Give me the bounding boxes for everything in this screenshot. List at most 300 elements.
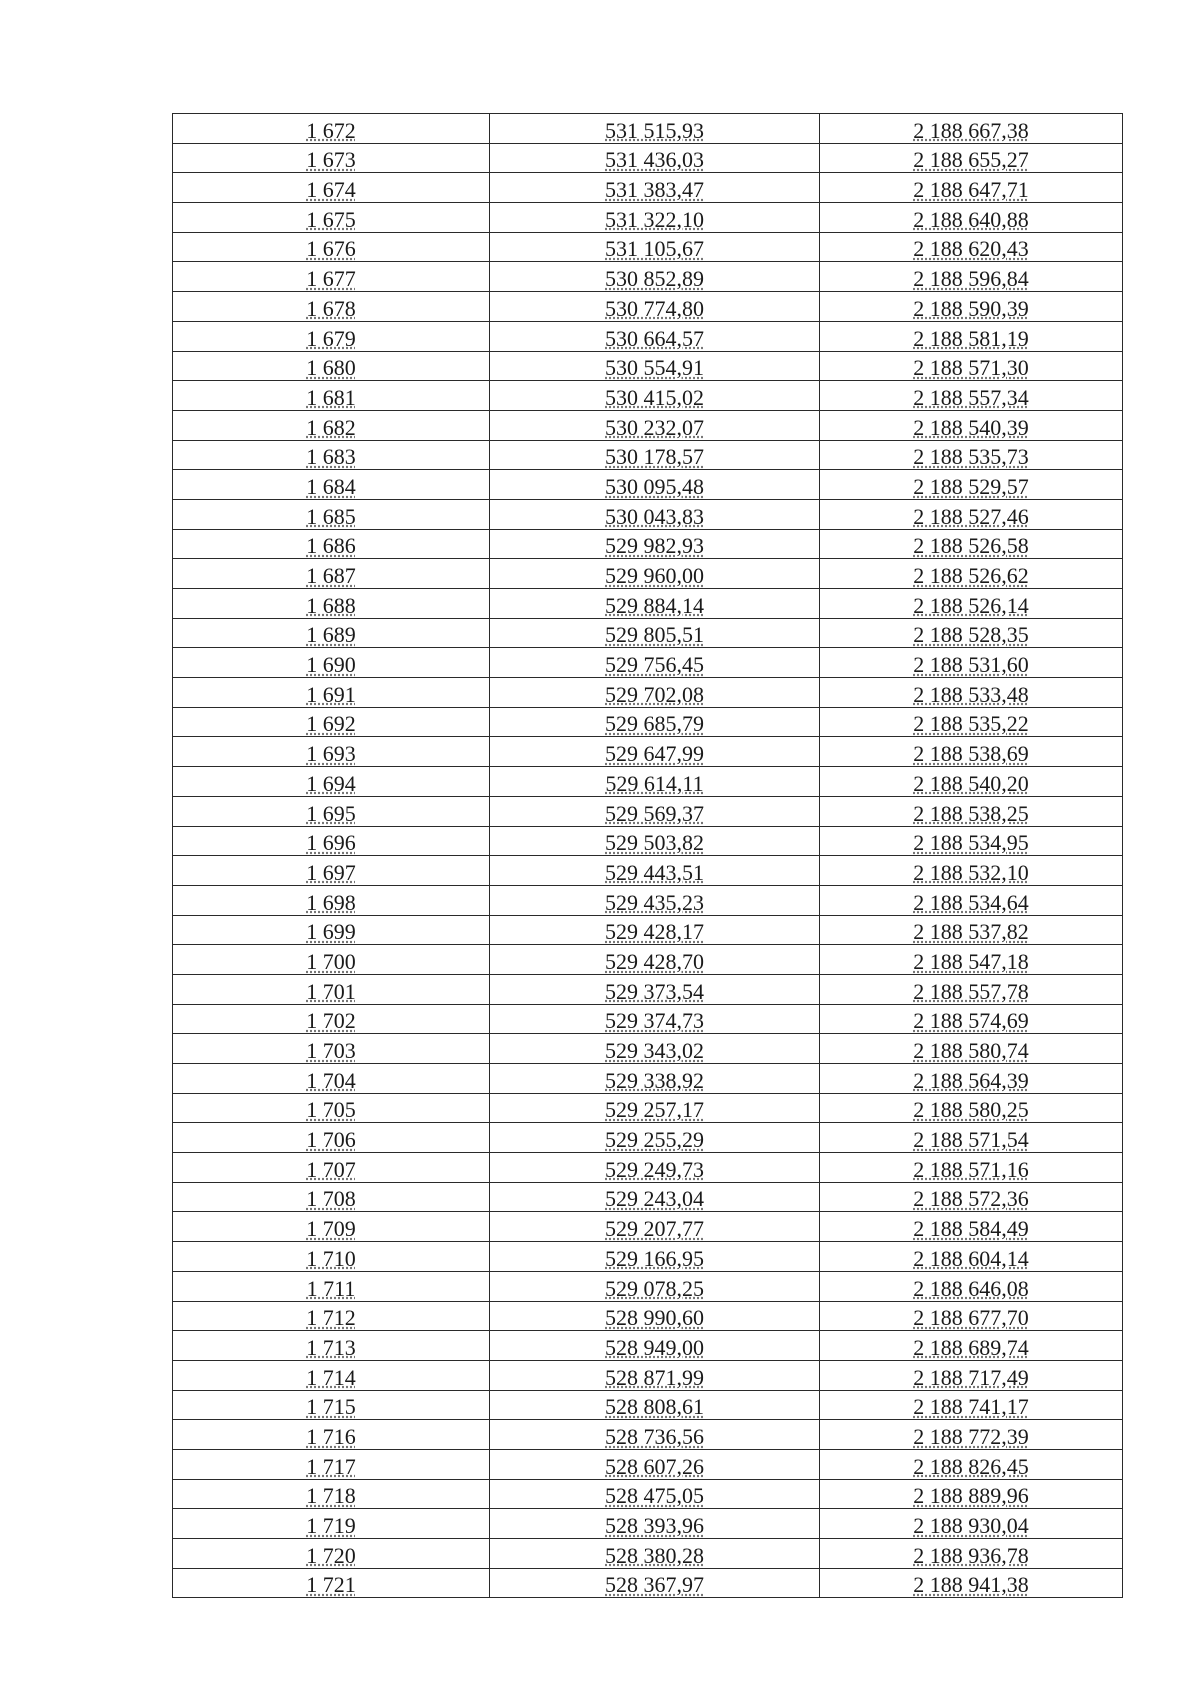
x-coordinate-cell <box>490 1539 820 1569</box>
table-row <box>173 974 1123 1004</box>
y-coordinate-cell <box>820 589 1123 619</box>
cell-text: 530 415,02 <box>605 384 704 410</box>
y-coordinate-cell <box>820 321 1123 351</box>
cell-text: 531 105,67 <box>605 236 704 262</box>
y-coordinate-cell <box>820 173 1123 203</box>
table-row <box>173 796 1123 826</box>
cell-text: 2 188 547,18 <box>913 948 1029 974</box>
cell-text: 2 188 538,69 <box>913 741 1029 767</box>
cell-text: 529 614,11 <box>605 770 704 796</box>
cell-text: 2 188 826,45 <box>913 1453 1029 1479</box>
cell-text: 1 718 <box>306 1483 356 1509</box>
cell-text: 529 257,17 <box>605 1097 704 1123</box>
cell-text: 1 677 <box>306 266 356 292</box>
cell-text: 529 960,00 <box>605 563 704 588</box>
cell-text: 528 380,28 <box>605 1542 704 1568</box>
cell-text: 529 435,23 <box>605 889 704 915</box>
table-row <box>173 856 1123 886</box>
x-coordinate-cell <box>490 1153 820 1183</box>
cell-text: 1 674 <box>306 177 356 203</box>
table-row <box>173 1123 1123 1153</box>
cell-text: 1 686 <box>306 533 356 559</box>
cell-text: 529 503,82 <box>605 830 704 856</box>
x-coordinate-cell <box>490 1331 820 1361</box>
x-coordinate-cell <box>490 678 820 708</box>
cell-text: 1 701 <box>306 978 356 1004</box>
x-coordinate-cell <box>490 796 820 826</box>
cell-text: 529 428,70 <box>605 948 704 974</box>
table-row <box>173 1093 1123 1123</box>
y-coordinate-cell <box>820 203 1123 233</box>
y-coordinate-cell <box>820 381 1123 411</box>
table-row <box>173 1360 1123 1390</box>
cell-text: 1 673 <box>306 147 356 173</box>
cell-text: 531 515,93 <box>605 117 704 143</box>
x-coordinate-cell <box>490 1034 820 1064</box>
table-row <box>173 173 1123 203</box>
cell-text: 1 688 <box>306 592 356 618</box>
x-coordinate-cell <box>490 1568 820 1598</box>
x-coordinate-cell <box>490 292 820 322</box>
cell-text: 2 188 528,35 <box>913 622 1029 648</box>
cell-text: 529 428,17 <box>605 919 704 945</box>
x-coordinate-cell <box>490 351 820 381</box>
point-number-cell <box>173 1509 490 1539</box>
cell-text: 530 095,48 <box>605 473 704 499</box>
y-coordinate-cell <box>820 1004 1123 1034</box>
y-coordinate-cell <box>820 826 1123 856</box>
point-number-cell <box>173 1212 490 1242</box>
point-number-cell <box>173 232 490 262</box>
point-number-cell <box>173 589 490 619</box>
point-number-cell <box>173 1301 490 1331</box>
cell-text: 2 188 526,14 <box>913 592 1029 618</box>
cell-text: 2 188 930,04 <box>913 1513 1029 1538</box>
cell-text: 2 188 537,82 <box>913 919 1029 945</box>
cell-text: 528 367,97 <box>605 1572 704 1598</box>
point-number-cell <box>173 945 490 975</box>
x-coordinate-cell <box>490 1390 820 1420</box>
cell-text: 2 188 647,71 <box>913 177 1029 203</box>
cell-text: 2 188 532,10 <box>913 859 1029 885</box>
cell-text: 2 188 772,39 <box>913 1423 1029 1449</box>
y-coordinate-cell <box>820 1212 1123 1242</box>
cell-text: 2 188 531,60 <box>913 652 1029 678</box>
y-coordinate-cell <box>820 737 1123 767</box>
x-coordinate-cell <box>490 1242 820 1272</box>
cell-text: 1 685 <box>306 503 356 529</box>
cell-text: 528 949,00 <box>605 1334 704 1360</box>
cell-text: 1 689 <box>306 622 356 648</box>
table-row <box>173 707 1123 737</box>
x-coordinate-cell <box>490 262 820 292</box>
cell-text: 2 188 677,70 <box>913 1305 1029 1331</box>
cell-text: 1 684 <box>306 473 356 499</box>
point-number-cell <box>173 915 490 945</box>
x-coordinate-cell <box>490 1420 820 1450</box>
cell-text: 1 714 <box>306 1364 356 1390</box>
cell-text: 530 852,89 <box>605 266 704 292</box>
cell-text: 1 682 <box>306 414 356 440</box>
cell-text: 2 188 526,58 <box>913 533 1029 559</box>
point-number-cell <box>173 499 490 529</box>
x-coordinate-cell <box>490 114 820 144</box>
y-coordinate-cell <box>820 1360 1123 1390</box>
cell-text: 2 188 590,39 <box>913 295 1029 321</box>
cell-text: 1 706 <box>306 1127 356 1153</box>
cell-text: 2 188 604,14 <box>913 1245 1029 1271</box>
table-row <box>173 499 1123 529</box>
cell-text: 1 690 <box>306 652 356 678</box>
y-coordinate-cell <box>820 796 1123 826</box>
cell-text: 530 774,80 <box>605 295 704 321</box>
cell-text: 2 188 529,57 <box>913 473 1029 499</box>
x-coordinate-cell <box>490 1271 820 1301</box>
x-coordinate-cell <box>490 737 820 767</box>
x-coordinate-cell <box>490 232 820 262</box>
cell-text: 1 700 <box>306 948 356 974</box>
x-coordinate-cell <box>490 529 820 559</box>
point-number-cell <box>173 1153 490 1183</box>
x-coordinate-cell <box>490 1449 820 1479</box>
cell-text: 528 808,61 <box>605 1394 704 1420</box>
cell-text: 1 679 <box>306 325 356 351</box>
y-coordinate-cell <box>820 1034 1123 1064</box>
y-coordinate-cell <box>820 499 1123 529</box>
y-coordinate-cell <box>820 1064 1123 1094</box>
point-number-cell <box>173 1093 490 1123</box>
cell-text: 2 188 534,64 <box>913 889 1029 915</box>
cell-text: 2 188 571,30 <box>913 355 1029 381</box>
x-coordinate-cell <box>490 648 820 678</box>
cell-text: 1 716 <box>306 1423 356 1449</box>
cell-text: 1 713 <box>306 1334 356 1360</box>
cell-text: 531 436,03 <box>605 147 704 173</box>
point-number-cell <box>173 1064 490 1094</box>
cell-text: 2 188 557,34 <box>913 384 1029 410</box>
cell-text: 529 243,04 <box>605 1186 704 1212</box>
table-row <box>173 381 1123 411</box>
cell-text: 2 188 655,27 <box>913 147 1029 173</box>
y-coordinate-cell <box>820 1271 1123 1301</box>
table-row <box>173 470 1123 500</box>
cell-text: 528 393,96 <box>605 1513 704 1538</box>
table-row <box>173 1034 1123 1064</box>
x-coordinate-cell <box>490 885 820 915</box>
x-coordinate-cell <box>490 767 820 797</box>
cell-text: 530 554,91 <box>605 355 704 381</box>
cell-text: 531 383,47 <box>605 177 704 203</box>
y-coordinate-cell <box>820 559 1123 589</box>
cell-text: 529 805,51 <box>605 622 704 648</box>
x-coordinate-cell <box>490 143 820 173</box>
cell-text: 1 681 <box>306 384 356 410</box>
point-number-cell <box>173 203 490 233</box>
cell-text: 1 709 <box>306 1216 356 1242</box>
y-coordinate-cell <box>820 1093 1123 1123</box>
y-coordinate-cell <box>820 678 1123 708</box>
y-coordinate-cell <box>820 648 1123 678</box>
x-coordinate-cell <box>490 1479 820 1509</box>
x-coordinate-cell <box>490 321 820 351</box>
table-row <box>173 1153 1123 1183</box>
table-row <box>173 945 1123 975</box>
point-number-cell <box>173 1390 490 1420</box>
table-row <box>173 1271 1123 1301</box>
table-row <box>173 737 1123 767</box>
table-row <box>173 114 1123 144</box>
cell-text: 529 255,29 <box>605 1127 704 1153</box>
cell-text: 2 188 581,19 <box>913 325 1029 351</box>
cell-text: 2 188 533,48 <box>913 681 1029 707</box>
table-row <box>173 559 1123 589</box>
cell-text: 1 676 <box>306 236 356 262</box>
table-row <box>173 1064 1123 1094</box>
cell-text: 528 736,56 <box>605 1423 704 1449</box>
point-number-cell <box>173 826 490 856</box>
coordinates-table <box>172 113 1123 1598</box>
point-number-cell <box>173 559 490 589</box>
y-coordinate-cell <box>820 1479 1123 1509</box>
y-coordinate-cell <box>820 1420 1123 1450</box>
cell-text: 2 188 535,22 <box>913 711 1029 737</box>
cell-text: 530 178,57 <box>605 444 704 470</box>
y-coordinate-cell <box>820 618 1123 648</box>
cell-text: 1 702 <box>306 1008 356 1034</box>
point-number-cell <box>173 1271 490 1301</box>
table-row <box>173 618 1123 648</box>
point-number-cell <box>173 1479 490 1509</box>
point-number-cell <box>173 1568 490 1598</box>
table-row <box>173 351 1123 381</box>
y-coordinate-cell <box>820 351 1123 381</box>
y-coordinate-cell <box>820 1153 1123 1183</box>
point-number-cell <box>173 1420 490 1450</box>
y-coordinate-cell <box>820 856 1123 886</box>
cell-text: 530 664,57 <box>605 325 704 351</box>
cell-text: 2 188 741,17 <box>913 1394 1029 1420</box>
point-number-cell <box>173 470 490 500</box>
point-number-cell <box>173 1242 490 1272</box>
y-coordinate-cell <box>820 440 1123 470</box>
x-coordinate-cell <box>490 589 820 619</box>
x-coordinate-cell <box>490 1004 820 1034</box>
cell-text: 1 692 <box>306 711 356 737</box>
point-number-cell <box>173 114 490 144</box>
x-coordinate-cell <box>490 618 820 648</box>
cell-text: 1 721 <box>306 1572 356 1598</box>
point-number-cell <box>173 143 490 173</box>
cell-text: 2 188 646,08 <box>913 1275 1029 1301</box>
cell-text: 2 188 620,43 <box>913 236 1029 262</box>
table-row <box>173 1212 1123 1242</box>
cell-text: 1 695 <box>306 800 356 826</box>
table-row <box>173 1420 1123 1450</box>
cell-text: 1 705 <box>306 1097 356 1123</box>
cell-text: 529 207,77 <box>605 1216 704 1242</box>
point-number-cell <box>173 1331 490 1361</box>
cell-text: 530 232,07 <box>605 414 704 440</box>
cell-text: 529 374,73 <box>605 1008 704 1034</box>
table-row <box>173 767 1123 797</box>
table-row <box>173 1331 1123 1361</box>
cell-text: 1 672 <box>306 117 356 143</box>
cell-text: 529 338,92 <box>605 1067 704 1093</box>
cell-text: 2 188 526,62 <box>913 563 1029 588</box>
cell-text: 529 443,51 <box>605 859 704 885</box>
cell-text: 2 188 557,78 <box>913 978 1029 1004</box>
x-coordinate-cell <box>490 381 820 411</box>
cell-text: 1 717 <box>306 1453 356 1479</box>
y-coordinate-cell <box>820 1301 1123 1331</box>
x-coordinate-cell <box>490 470 820 500</box>
y-coordinate-cell <box>820 945 1123 975</box>
cell-text: 1 703 <box>306 1038 356 1063</box>
cell-text: 528 871,99 <box>605 1364 704 1390</box>
cell-text: 528 990,60 <box>605 1305 704 1331</box>
y-coordinate-cell <box>820 1449 1123 1479</box>
table-row <box>173 321 1123 351</box>
cell-text: 2 188 640,88 <box>913 206 1029 232</box>
x-coordinate-cell <box>490 1360 820 1390</box>
table-row <box>173 410 1123 440</box>
cell-text: 1 691 <box>306 681 356 707</box>
x-coordinate-cell <box>490 1509 820 1539</box>
cell-text: 1 711 <box>306 1275 356 1301</box>
cell-text: 1 697 <box>306 859 356 885</box>
x-coordinate-cell <box>490 440 820 470</box>
point-number-cell <box>173 292 490 322</box>
cell-text: 1 693 <box>306 741 356 767</box>
y-coordinate-cell <box>820 1182 1123 1212</box>
cell-text: 2 188 667,38 <box>913 117 1029 143</box>
table-row <box>173 292 1123 322</box>
y-coordinate-cell <box>820 1539 1123 1569</box>
y-coordinate-cell <box>820 1242 1123 1272</box>
cell-text: 2 188 527,46 <box>913 503 1029 529</box>
point-number-cell <box>173 410 490 440</box>
table-row <box>173 1242 1123 1272</box>
y-coordinate-cell <box>820 885 1123 915</box>
point-number-cell <box>173 1539 490 1569</box>
point-number-cell <box>173 678 490 708</box>
cell-text: 1 675 <box>306 206 356 232</box>
cell-text: 1 678 <box>306 295 356 321</box>
cell-text: 2 188 580,25 <box>913 1097 1029 1123</box>
point-number-cell <box>173 1449 490 1479</box>
point-number-cell <box>173 618 490 648</box>
point-number-cell <box>173 262 490 292</box>
x-coordinate-cell <box>490 945 820 975</box>
y-coordinate-cell <box>820 529 1123 559</box>
table-row <box>173 648 1123 678</box>
cell-text: 528 475,05 <box>605 1483 704 1509</box>
cell-text: 2 188 571,16 <box>913 1156 1029 1182</box>
point-number-cell <box>173 1182 490 1212</box>
cell-text: 2 188 889,96 <box>913 1483 1029 1509</box>
point-number-cell <box>173 856 490 886</box>
point-number-cell <box>173 1034 490 1064</box>
cell-text: 2 188 534,95 <box>913 830 1029 856</box>
x-coordinate-cell <box>490 173 820 203</box>
cell-text: 1 704 <box>306 1067 356 1093</box>
cell-text: 1 694 <box>306 770 356 796</box>
cell-text: 529 685,79 <box>605 711 704 737</box>
table-row <box>173 1449 1123 1479</box>
cell-text: 529 078,25 <box>605 1275 704 1301</box>
cell-text: 2 188 574,69 <box>913 1008 1029 1034</box>
cell-text: 2 188 717,49 <box>913 1364 1029 1390</box>
point-number-cell <box>173 1123 490 1153</box>
point-number-cell <box>173 767 490 797</box>
cell-text: 1 712 <box>306 1305 356 1331</box>
point-number-cell <box>173 321 490 351</box>
y-coordinate-cell <box>820 707 1123 737</box>
y-coordinate-cell <box>820 1509 1123 1539</box>
cell-text: 1 720 <box>306 1542 356 1568</box>
cell-text: 1 696 <box>306 830 356 856</box>
cell-text: 2 188 572,36 <box>913 1186 1029 1212</box>
y-coordinate-cell <box>820 143 1123 173</box>
table-row <box>173 262 1123 292</box>
x-coordinate-cell <box>490 974 820 1004</box>
table-row <box>173 1479 1123 1509</box>
table-row <box>173 885 1123 915</box>
y-coordinate-cell <box>820 262 1123 292</box>
cell-text: 2 188 538,25 <box>913 800 1029 826</box>
cell-text: 1 719 <box>306 1513 356 1538</box>
cell-text: 1 708 <box>306 1186 356 1212</box>
cell-text: 1 698 <box>306 889 356 915</box>
cell-text: 2 188 584,49 <box>913 1216 1029 1242</box>
cell-text: 529 569,37 <box>605 800 704 826</box>
cell-text: 1 683 <box>306 444 356 470</box>
cell-text: 529 249,73 <box>605 1156 704 1182</box>
x-coordinate-cell <box>490 707 820 737</box>
x-coordinate-cell <box>490 826 820 856</box>
cell-text: 528 607,26 <box>605 1453 704 1479</box>
y-coordinate-cell <box>820 767 1123 797</box>
table-row <box>173 1301 1123 1331</box>
point-number-cell <box>173 974 490 1004</box>
point-number-cell <box>173 173 490 203</box>
point-number-cell <box>173 351 490 381</box>
table-row <box>173 1509 1123 1539</box>
x-coordinate-cell <box>490 1123 820 1153</box>
y-coordinate-cell <box>820 915 1123 945</box>
cell-text: 530 043,83 <box>605 503 704 529</box>
cell-text: 529 884,14 <box>605 592 704 618</box>
table-row <box>173 1568 1123 1598</box>
x-coordinate-cell <box>490 915 820 945</box>
cell-text: 2 188 689,74 <box>913 1334 1029 1360</box>
cell-text: 529 373,54 <box>605 978 704 1004</box>
y-coordinate-cell <box>820 410 1123 440</box>
cell-text: 1 710 <box>306 1245 356 1271</box>
table-row <box>173 1539 1123 1569</box>
y-coordinate-cell <box>820 114 1123 144</box>
x-coordinate-cell <box>490 1093 820 1123</box>
cell-text: 531 322,10 <box>605 206 704 232</box>
y-coordinate-cell <box>820 1331 1123 1361</box>
cell-text: 529 166,95 <box>605 1245 704 1271</box>
cell-text: 529 982,93 <box>605 533 704 559</box>
cell-text: 529 647,99 <box>605 741 704 767</box>
cell-text: 529 343,02 <box>605 1038 704 1063</box>
table-row <box>173 1390 1123 1420</box>
table-row <box>173 232 1123 262</box>
y-coordinate-cell <box>820 232 1123 262</box>
